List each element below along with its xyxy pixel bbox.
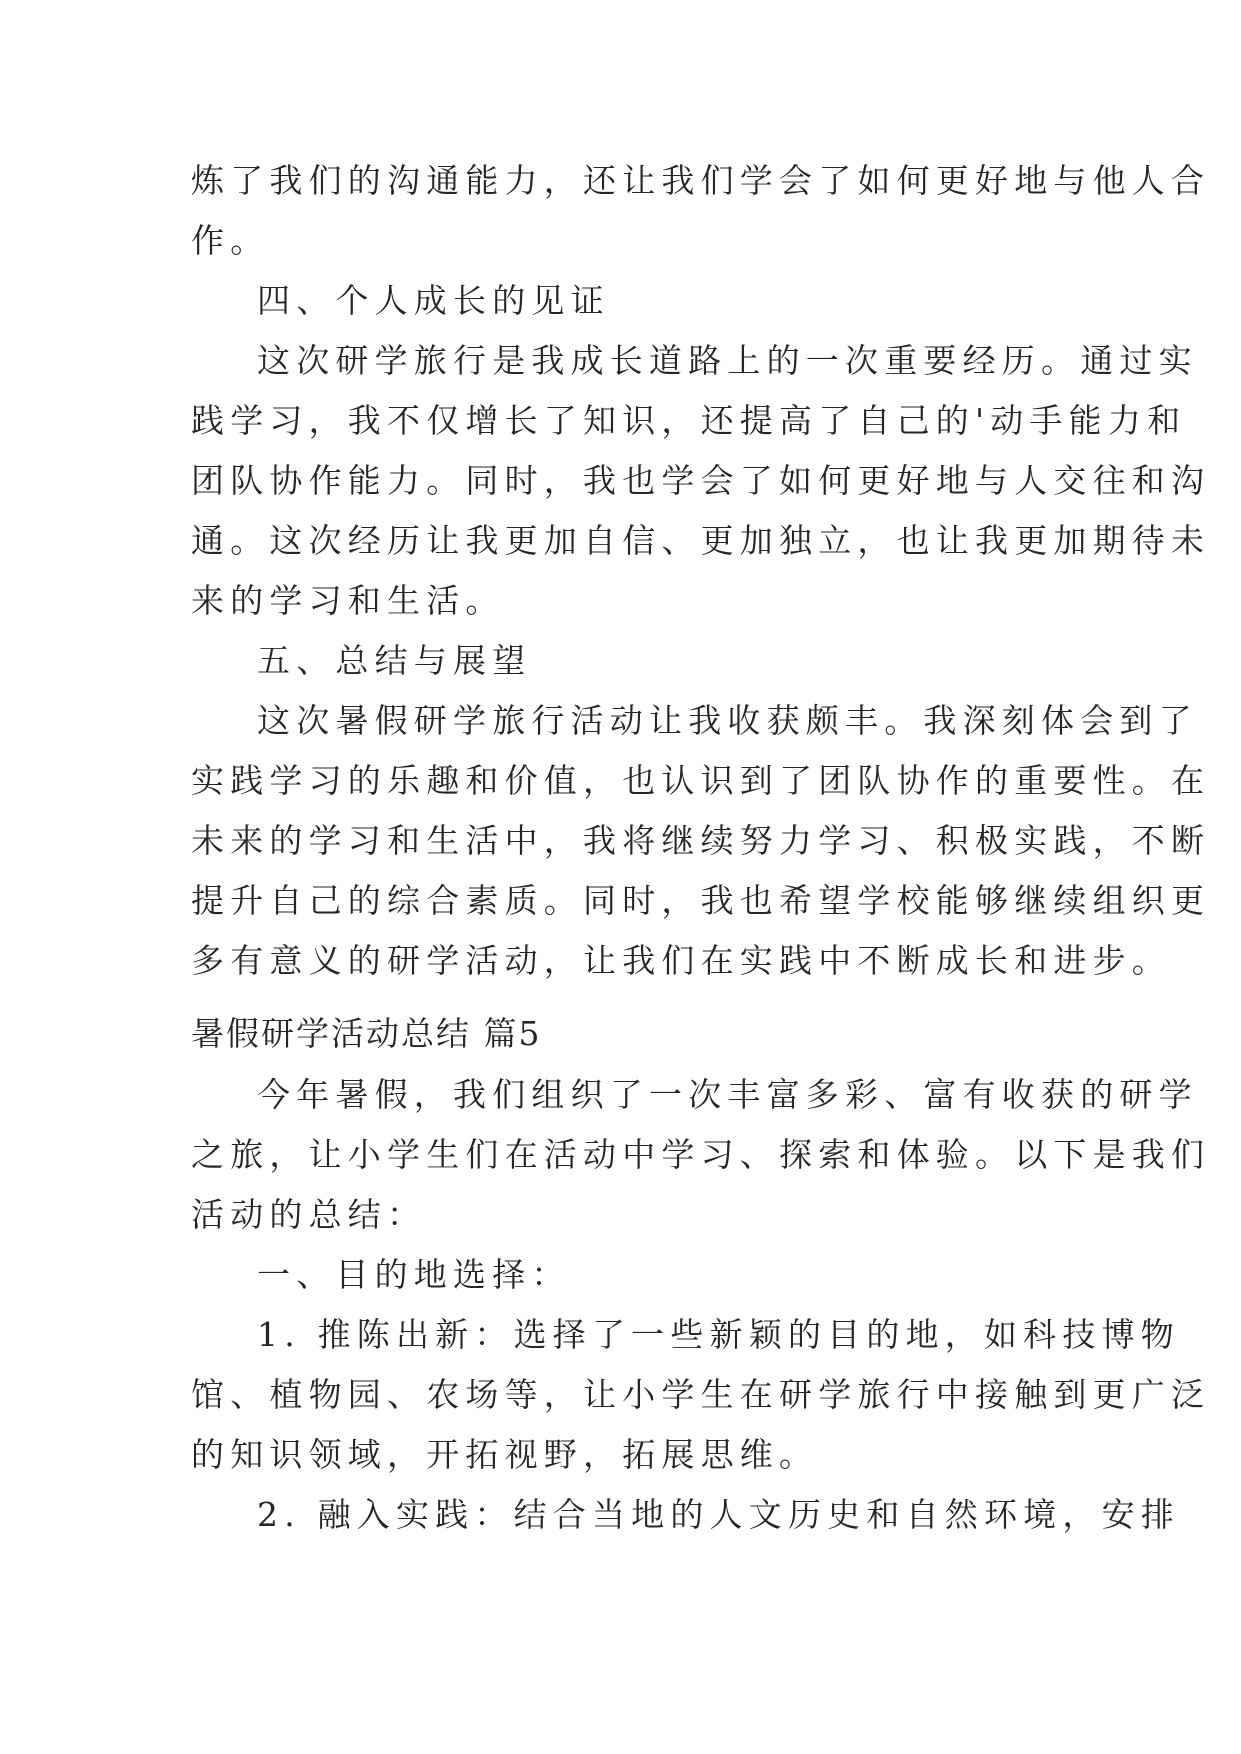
paragraph-line: 今年暑假，我们组织了一次丰富多彩、富有收获的研学	[257, 1075, 1198, 1114]
list-item: 1. 推陈出新：选择了一些新颖的目的地，如科技博物	[257, 1315, 1180, 1354]
paragraph-line: 未来的学习和生活中，我将继续努力学习、积极实践，不断	[191, 821, 1211, 860]
paragraph-line: 践学习，我不仅增长了知识，还提高了自己的'动手能力和	[191, 401, 1187, 440]
paragraph-line: 之旅，让小学生们在活动中学习、探索和体验。以下是我们	[191, 1135, 1211, 1174]
paragraph-line: 活动的总结：	[191, 1195, 427, 1234]
paragraph-line: 团队协作能力。同时，我也学会了如何更好地与人交往和沟	[191, 461, 1211, 500]
paragraph-line: 这次研学旅行是我成长道路上的一次重要经历。通过实	[257, 341, 1198, 380]
list-item: 2. 融入实践：结合当地的人文历史和自然环境，安排	[257, 1495, 1180, 1534]
paragraph-line: 多有意义的研学活动，让我们在实践中不断成长和进步。	[191, 941, 1171, 980]
paragraph-line: 通。这次经历让我更加自信、更加独立，也让我更加期待未	[191, 521, 1211, 560]
paragraph-line: 作。	[191, 221, 270, 260]
subheading-destination: 一、目的地选择：	[257, 1255, 571, 1294]
paragraph-line: 炼了我们的沟通能力，还让我们学会了如何更好地与他人合	[191, 161, 1211, 200]
paragraph-line: 这次暑假研学旅行活动让我收获颇丰。我深刻体会到了	[257, 701, 1198, 740]
text-block-lower	[191, 1065, 1211, 1545]
text-block-upper	[191, 151, 1211, 991]
subheading-personal-growth: 四、个人成长的见证	[257, 281, 610, 320]
paragraph-line: 的知识领域，开拓视野，拓展思维。	[191, 1435, 819, 1474]
paragraph-line: 实践学习的乐趣和价值，也认识到了团队协作的重要性。在	[191, 761, 1211, 800]
paragraph-line: 馆、植物园、农场等，让小学生在研学旅行中接触到更广泛	[191, 1375, 1211, 1414]
subheading-summary-outlook: 五、总结与展望	[257, 641, 532, 680]
paragraph-line: 提升自己的综合素质。同时，我也希望学校能够继续组织更	[191, 881, 1211, 920]
paragraph-line: 来的学习和生活。	[191, 581, 505, 620]
section-title: 暑假研学活动总结 篇5	[191, 1014, 542, 1053]
